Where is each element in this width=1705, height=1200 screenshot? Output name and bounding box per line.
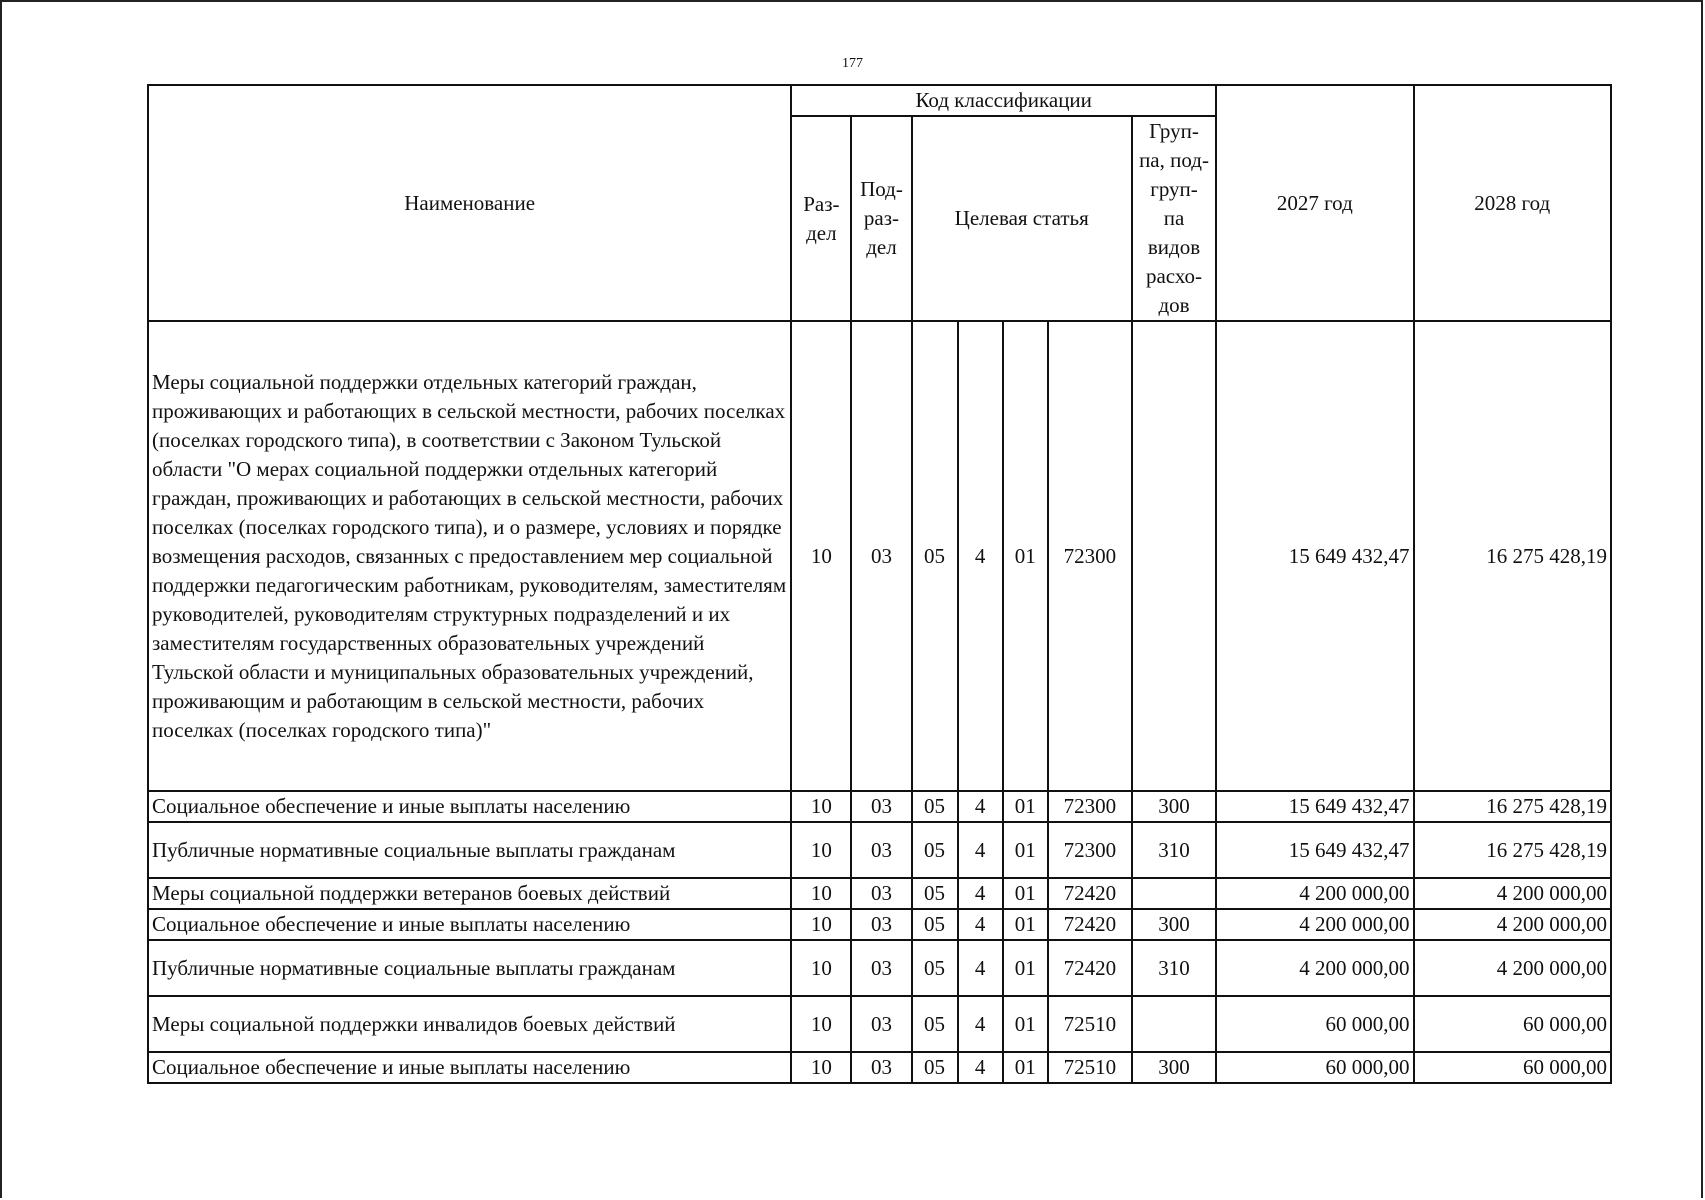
row-target-subprogram: 01 — [1003, 996, 1048, 1052]
row-name: Меры социальной поддержки инвалидов боевых действий — [148, 996, 791, 1052]
row-amount-2027: 4 200 000,00 — [1216, 878, 1413, 909]
row-section: 10 — [791, 909, 851, 940]
row-target-type: 4 — [958, 822, 1003, 878]
row-target-subprogram: 01 — [1003, 1052, 1048, 1083]
row-target-direction: 72420 — [1048, 940, 1132, 996]
row-section: 10 — [791, 878, 851, 909]
row-target-type: 4 — [958, 940, 1003, 996]
row-amount-2027: 15 649 432,47 — [1216, 791, 1413, 822]
row-target-subprogram: 01 — [1003, 878, 1048, 909]
row-amount-2028: 16 275 428,19 — [1414, 321, 1612, 791]
row-expense-group: 300 — [1132, 909, 1216, 940]
row-subsection: 03 — [851, 996, 911, 1052]
row-name: Социальное обеспечение и иные выплаты населению — [148, 909, 791, 940]
row-target-program: 05 — [912, 791, 958, 822]
table-row — [148, 822, 1611, 878]
header-target-article: Целевая статья — [912, 116, 1132, 321]
row-name: Социальное обеспечение и иные выплаты населению — [148, 1052, 791, 1083]
row-subsection: 03 — [851, 1052, 911, 1083]
row-section: 10 — [791, 822, 851, 878]
row-target-subprogram: 01 — [1003, 822, 1048, 878]
table-row — [148, 909, 1611, 940]
row-amount-2027: 4 200 000,00 — [1216, 940, 1413, 996]
row-subsection: 03 — [851, 321, 911, 791]
row-name: Социальное обеспечение и иные выплаты населению — [148, 791, 791, 822]
row-target-direction: 72420 — [1048, 878, 1132, 909]
row-target-type: 4 — [958, 321, 1003, 791]
row-name: Публичные нормативные социальные выплаты гражданам — [148, 822, 791, 878]
header-section: Раз- дел — [791, 116, 851, 321]
table-row — [148, 940, 1611, 996]
row-target-program: 05 — [912, 878, 958, 909]
row-name: Меры социальной поддержки отдельных категорий граждан, проживающих и работающих в сельской местности, рабочих поселках (поселках городского типа), в соответствии с Законом Тульской области "О мерах социальной поддержки отдельных категорий граждан, проживающих и работающих в сельской местности, рабочих поселках (поселках городского типа), и о размере, условиях и порядке возмещения расходов, связанных с предоставлением мер социальной поддержки педагогическим работникам, руководителям, заместителям руководителей, руководителям структурных подразделений и их заместителям государственных образовательных учреждений Тульской области и муниципальных образовательных учреждений, проживающим и работающим в сельской местности, рабочих поселках (поселках городского типа)" — [148, 321, 791, 791]
row-amount-2027: 4 200 000,00 — [1216, 909, 1413, 940]
row-target-program: 05 — [912, 909, 958, 940]
row-expense-group: 310 — [1132, 822, 1216, 878]
row-section: 10 — [791, 791, 851, 822]
header-expense-group: Груп- па, под- груп- па видов расхо- дов — [1132, 116, 1216, 321]
row-target-program: 05 — [912, 940, 958, 996]
row-expense-group — [1132, 996, 1216, 1052]
row-subsection: 03 — [851, 791, 911, 822]
header-year-2028: 2028 год — [1414, 85, 1612, 321]
budget-table — [147, 84, 1612, 1084]
row-target-program: 05 — [912, 1052, 958, 1083]
table-row — [148, 791, 1611, 822]
row-amount-2028: 60 000,00 — [1414, 1052, 1612, 1083]
row-expense-group: 300 — [1132, 1052, 1216, 1083]
header-year-2027: 2027 год — [1216, 85, 1413, 321]
row-amount-2027: 60 000,00 — [1216, 1052, 1413, 1083]
row-target-type: 4 — [958, 1052, 1003, 1083]
row-target-direction: 72510 — [1048, 1052, 1132, 1083]
row-section: 10 — [791, 996, 851, 1052]
row-amount-2027: 15 649 432,47 — [1216, 822, 1413, 878]
row-section: 10 — [791, 321, 851, 791]
row-name: Меры социальной поддержки ветеранов боевых действий — [148, 878, 791, 909]
row-amount-2027: 15 649 432,47 — [1216, 321, 1413, 791]
header-name: Наименование — [148, 85, 791, 321]
row-target-program: 05 — [912, 321, 958, 791]
row-target-subprogram: 01 — [1003, 791, 1048, 822]
table-row — [148, 878, 1611, 909]
row-amount-2028: 16 275 428,19 — [1414, 822, 1612, 878]
header-code: Код классификации — [791, 85, 1216, 116]
row-target-program: 05 — [912, 996, 958, 1052]
row-expense-group — [1132, 321, 1216, 791]
row-subsection: 03 — [851, 822, 911, 878]
row-subsection: 03 — [851, 909, 911, 940]
row-section: 10 — [791, 1052, 851, 1083]
row-target-type: 4 — [958, 996, 1003, 1052]
row-target-direction: 72510 — [1048, 996, 1132, 1052]
row-subsection: 03 — [851, 940, 911, 996]
row-name: Публичные нормативные социальные выплаты гражданам — [148, 940, 791, 996]
row-subsection: 03 — [851, 878, 911, 909]
table-row — [148, 996, 1611, 1052]
row-target-direction: 72300 — [1048, 822, 1132, 878]
row-target-subprogram: 01 — [1003, 940, 1048, 996]
row-amount-2028: 4 200 000,00 — [1414, 940, 1612, 996]
table-row — [148, 1052, 1611, 1083]
row-target-type: 4 — [958, 791, 1003, 822]
row-target-type: 4 — [958, 909, 1003, 940]
row-amount-2028: 4 200 000,00 — [1414, 909, 1612, 940]
row-target-subprogram: 01 — [1003, 321, 1048, 791]
table-row — [148, 321, 1611, 791]
page-number: 177 — [842, 56, 863, 71]
row-target-subprogram: 01 — [1003, 909, 1048, 940]
table-body — [148, 321, 1611, 1083]
row-section: 10 — [791, 940, 851, 996]
row-target-direction: 72300 — [1048, 791, 1132, 822]
row-amount-2028: 16 275 428,19 — [1414, 791, 1612, 822]
row-expense-group — [1132, 878, 1216, 909]
row-target-direction: 72300 — [1048, 321, 1132, 791]
row-target-program: 05 — [912, 822, 958, 878]
row-expense-group: 300 — [1132, 791, 1216, 822]
header-subsection: Под- раз- дел — [851, 116, 911, 321]
row-expense-group: 310 — [1132, 940, 1216, 996]
row-target-direction: 72420 — [1048, 909, 1132, 940]
row-amount-2027: 60 000,00 — [1216, 996, 1413, 1052]
row-amount-2028: 60 000,00 — [1414, 996, 1612, 1052]
row-target-type: 4 — [958, 878, 1003, 909]
row-amount-2028: 4 200 000,00 — [1414, 878, 1612, 909]
